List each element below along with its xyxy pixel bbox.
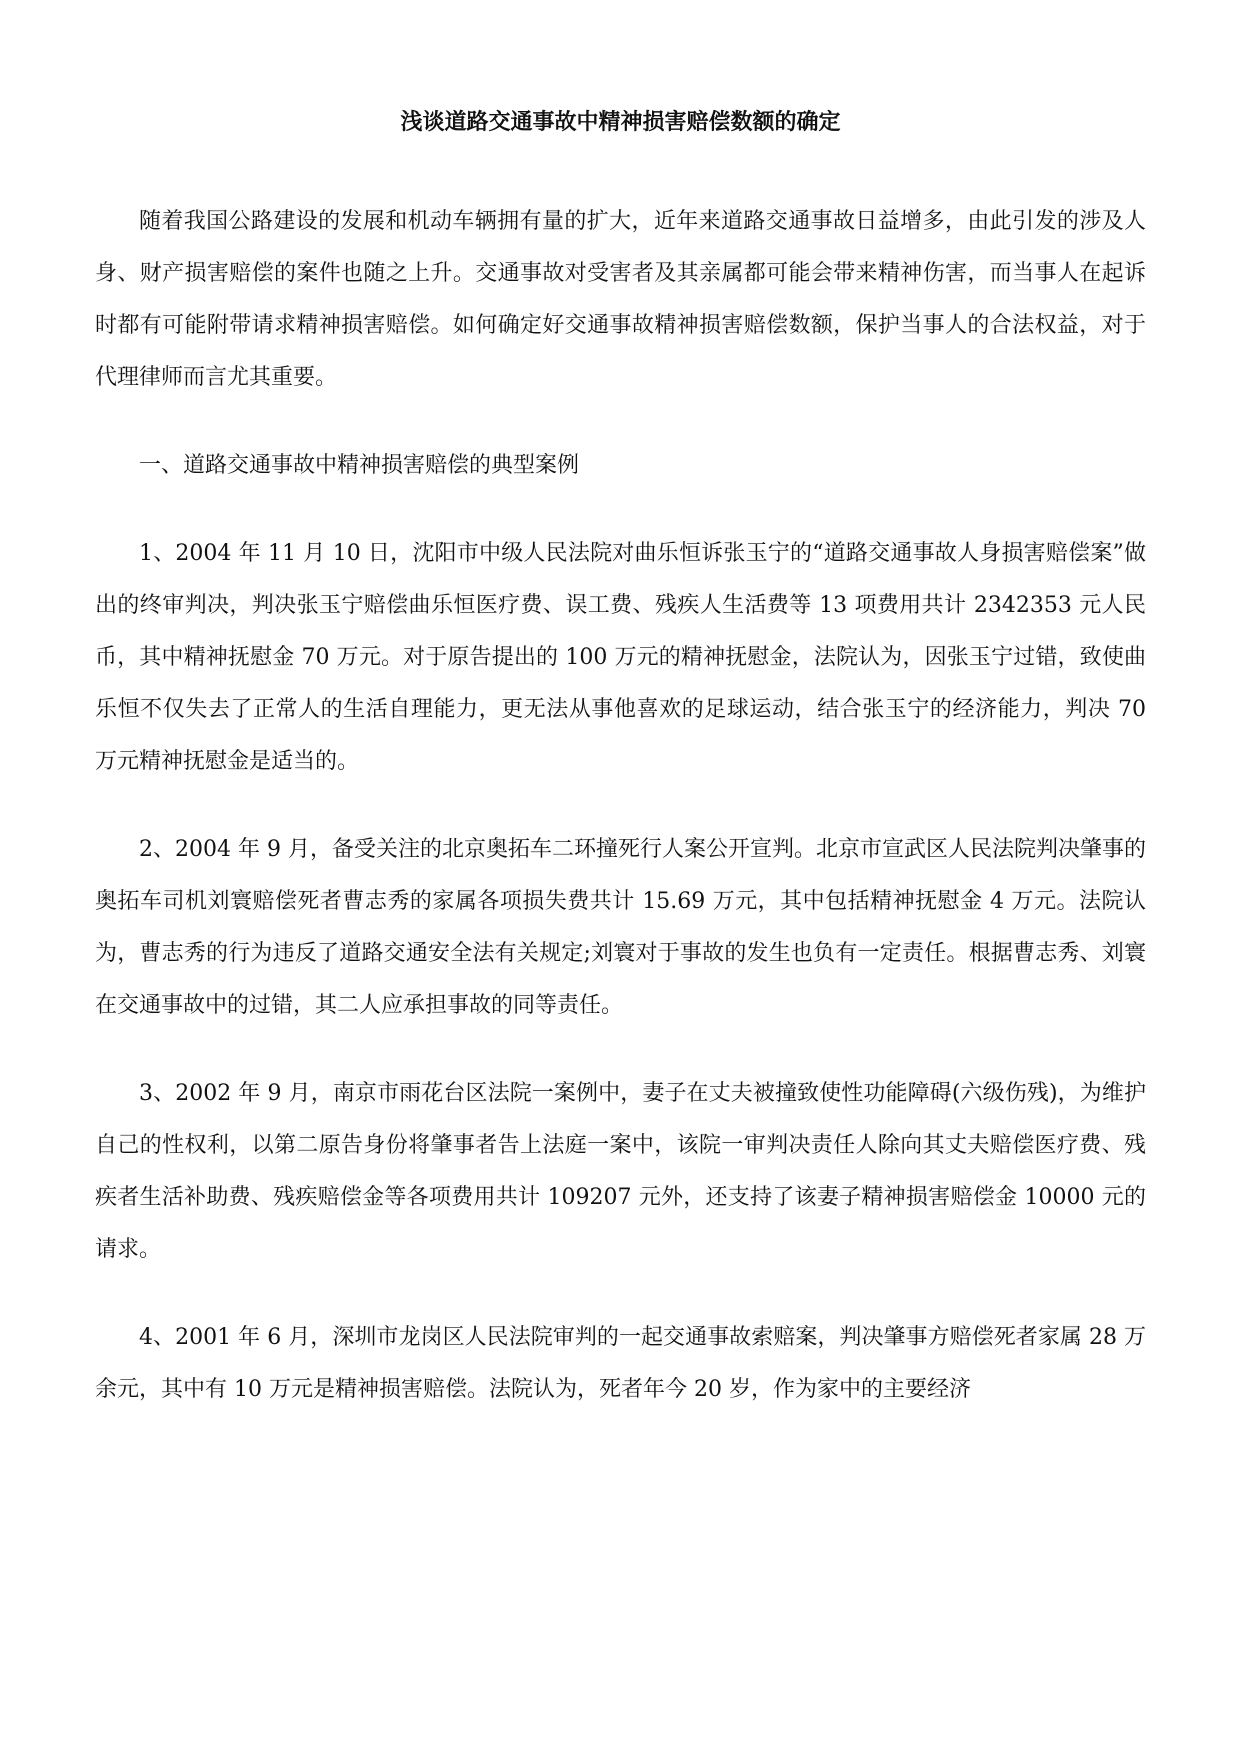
case-paragraph-3: 3、2002 年 9 月，南京市雨花台区法院一案例中，妻子在丈夫被撞致使性功能障碍(六级伤残)，为维护自己的性权利，以第二原告身份将肇事者告上法庭一案中，该院一审判决责任人除向其丈夫赔偿医疗费、残疾者生活补助费、残疾赔偿金等各项费用共计 109207 元外，还支持了该妻子精神损害赔偿金 10000 元的请求。 xyxy=(95,1081,1146,1262)
case-paragraph-1: 1、2004 年 11 月 10 日，沈阳市中级人民法院对曲乐恒诉张玉宁的“道路交通事故人身损害赔偿案”做出的终审判决，判决张玉宁赔偿曲乐恒医疗费、误工费、残疾人生活费等 13 项费用共计 2342353 元人民币，其中精神抚慰金 70 万元。对于原告提出的 100 万元的精神抚慰金，法院认为，因张玉宁过错，致使曲乐恒不仅失去了正常人的生活自理能力，更无法从事他喜欢的足球运动，结合张玉宁的经济能力，判决 70 万元精神抚慰金是适当的。 xyxy=(95,541,1146,774)
case-paragraph-2: 2、2004 年 9 月，备受关注的北京奥拓车二环撞死行人案公开宣判。北京市宣武区人民法院判决肇事的奥拓车司机刘寰赔偿死者曹志秀的家属各项损失费共计 15.69 万元，其中包括精神抚慰金 4 万元。法院认为，曹志秀的行为违反了道路交通安全法有关规定;刘寰对于事故的发生也负有一定责任。根据曹志秀、刘寰在交通事故中的过错，其二人应承担事故的同等责任。 xyxy=(95,837,1146,1018)
document-title: 浅谈道路交通事故中精神损害赔偿数额的确定 xyxy=(400,109,841,135)
case-paragraph-4: 4、2001 年 6 月，深圳市龙岗区人民法院审判的一起交通事故索赔案，判决肇事方赔偿死者家属 28 万余元，其中有 10 万元是精神损害赔偿。法院认为，死者年今 20 岁，作为家中的主要经济 xyxy=(95,1325,1146,1402)
intro-paragraph: 随着我国公路建设的发展和机动车辆拥有量的扩大，近年来道路交通事故日益增多，由此引发的涉及人身、财产损害赔偿的案件也随之上升。交通事故对受害者及其亲属都可能会带来精神伤害，而当事人在起诉时都有可能附带请求精神损害赔偿。如何确定好交通事故精神损害赔偿数额，保护当事人的合法权益，对于代理律师而言尤其重要。 xyxy=(95,209,1146,390)
section-heading-1: 一、道路交通事故中精神损害赔偿的典型案例 xyxy=(139,453,580,478)
